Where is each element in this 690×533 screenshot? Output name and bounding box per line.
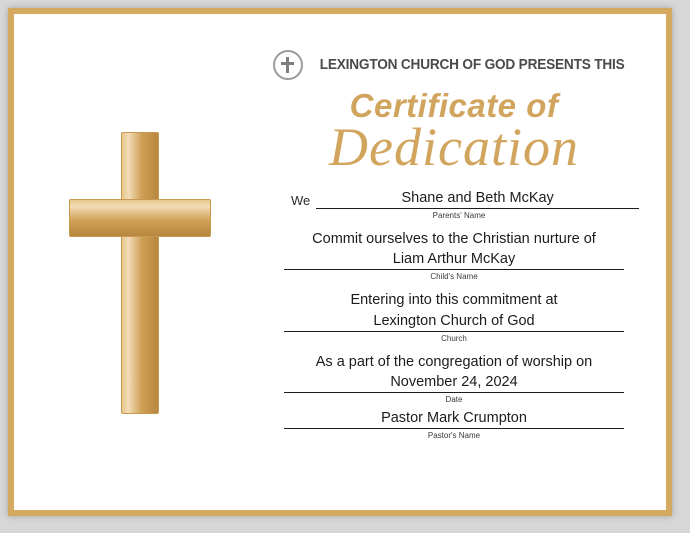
child-name-field[interactable]: Liam Arthur McKay xyxy=(284,251,624,270)
congregation-statement: As a part of the congregation of worship on xyxy=(315,353,593,370)
parents-names-field[interactable]: Shane and Beth McKay xyxy=(316,190,639,209)
date-caption: Date xyxy=(445,395,463,405)
certificate-title-line-1: Certificate of xyxy=(349,87,559,124)
certificate-header xyxy=(269,50,639,80)
certificate-content xyxy=(269,50,639,440)
child-caption: Child's Name xyxy=(430,272,478,282)
cross-vertical-beam xyxy=(121,132,159,414)
certificate-body xyxy=(14,14,666,510)
we-label: We xyxy=(291,192,311,208)
parents-row xyxy=(269,190,639,209)
entering-statement: Entering into this commitment at xyxy=(350,292,558,309)
certificate-title-line-2: Dedication xyxy=(329,117,579,178)
certificate-frame xyxy=(8,8,672,516)
certificate-form xyxy=(269,190,639,441)
presents-text: LEXINGTON CHURCH OF GOD PRESENTS THIS xyxy=(320,57,625,73)
church-name-field[interactable]: Lexington Church of God xyxy=(284,313,624,332)
cross-icon xyxy=(59,124,249,424)
church-caption: Church xyxy=(441,333,467,343)
pastor-name-field[interactable]: Pastor Mark Crumpton xyxy=(284,410,624,429)
commit-statement: Commit ourselves to the Christian nurture of xyxy=(312,230,596,247)
date-field[interactable]: November 24, 2024 xyxy=(284,374,624,393)
cross-horizontal-beam xyxy=(69,199,211,237)
parents-caption: Parents' Name xyxy=(432,210,486,220)
pastor-caption: Pastor's Name xyxy=(427,431,481,441)
church-logo-icon xyxy=(273,50,303,80)
spacer xyxy=(269,404,639,408)
